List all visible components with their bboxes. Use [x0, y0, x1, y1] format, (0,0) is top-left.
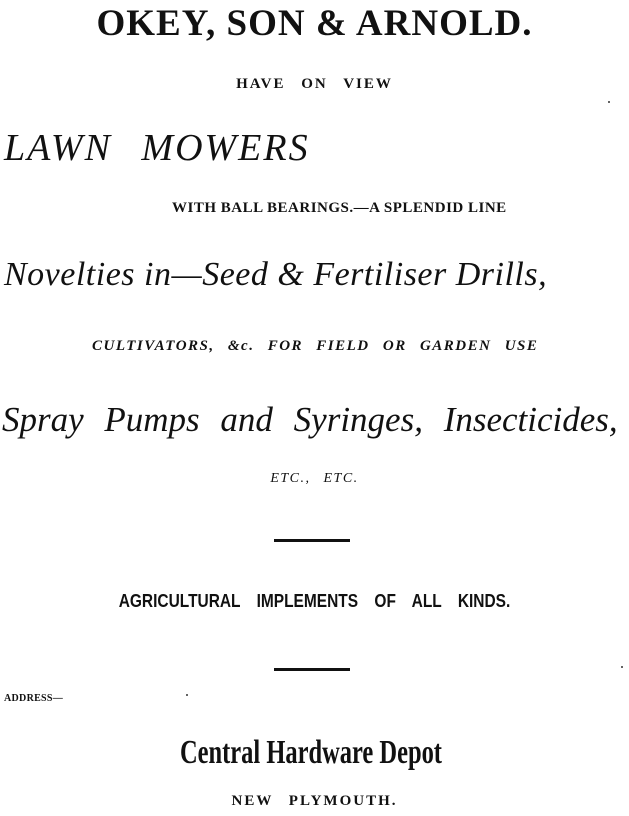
- firm-name: OKEY, SON & ARNOLD.: [96, 3, 533, 44]
- product-drills-note: CULTIVATORS, &c. FOR FIELD OR GARDEN USE: [92, 338, 539, 354]
- product-spray-pumps-note: ETC., ETC.: [270, 471, 359, 486]
- town-name: NEW PLYMOUTH.: [231, 793, 398, 809]
- print-speck: [608, 101, 610, 103]
- product-lawn-mowers-note: WITH BALL BEARINGS.—A SPLENDID LINE: [172, 200, 507, 216]
- divider-rule: [274, 668, 350, 671]
- tagline: AGRICULTURAL IMPLEMENTS OF ALL KINDS.: [118, 591, 511, 611]
- address-label: ADDRESS—: [4, 693, 64, 704]
- depot-name: Central Hardware Depot: [179, 734, 442, 771]
- intro-line: HAVE ON VIEW: [236, 76, 393, 92]
- product-drills: Novelties in—Seed & Fertiliser Drills,: [4, 256, 548, 293]
- print-speck: [621, 666, 623, 668]
- product-lawn-mowers: LAWN MOWERS: [4, 127, 310, 169]
- divider-rule: [274, 539, 350, 542]
- print-speck: [186, 694, 188, 696]
- product-spray-pumps: Spray Pumps and Syringes, Insecticides,: [2, 400, 618, 439]
